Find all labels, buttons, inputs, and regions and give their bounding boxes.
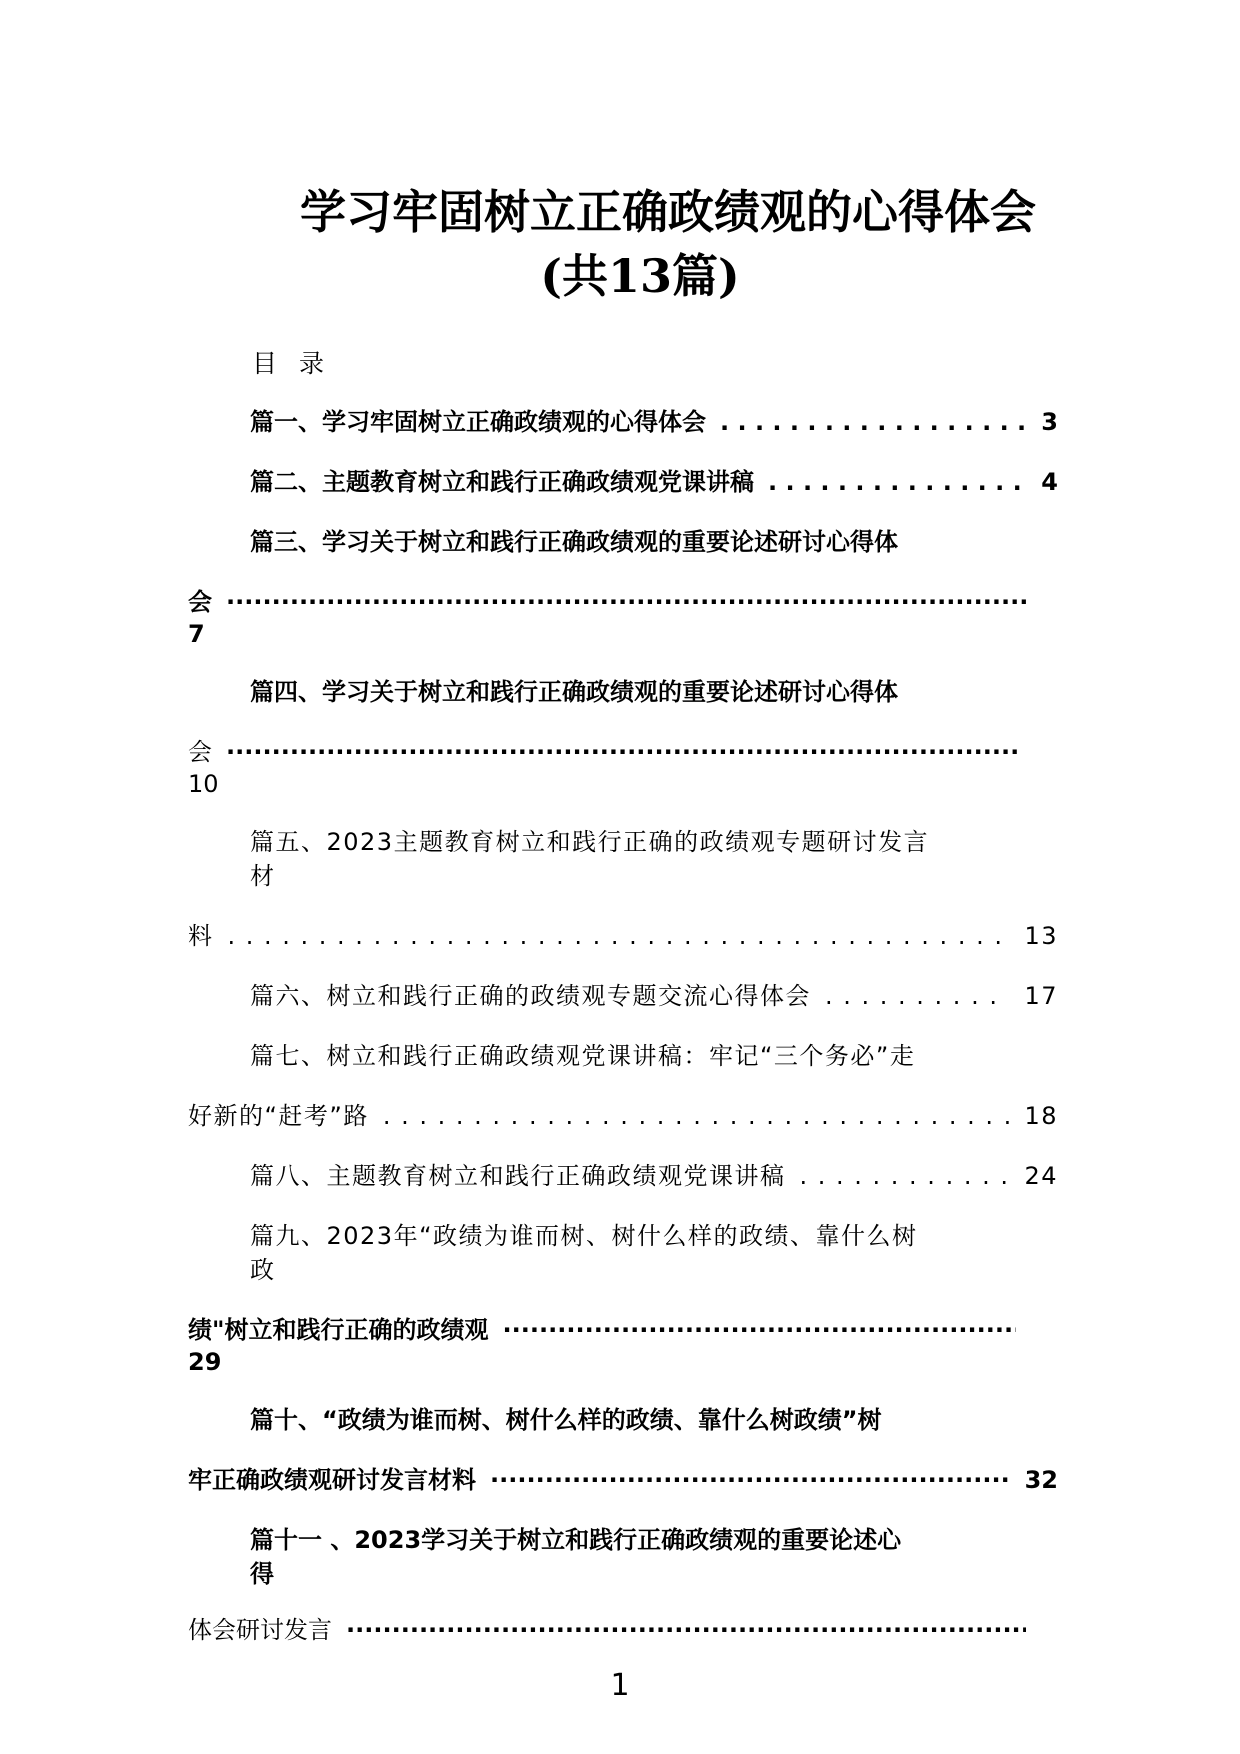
toc-page-number: 3 <box>1041 408 1058 436</box>
toc-page-number: 4 <box>1041 468 1058 496</box>
toc-leader <box>383 1100 1011 1132</box>
toc-leader <box>720 406 1027 438</box>
toc-entry-title: 会 <box>188 588 212 616</box>
toc-leader <box>768 466 1027 498</box>
toc-entry-10[interactable]: 篇十、“政绩为谁而树、树什么样的政绩、靠什么树政绩”树 <box>250 1406 882 1434</box>
toc-leader <box>226 736 1018 768</box>
toc-entry-title: 篇八、主题教育树立和践行正确政绩观党课讲稿 <box>250 1162 786 1190</box>
toc-entry-title: 会 <box>188 738 212 766</box>
toc-page-number: 29 <box>188 1348 222 1376</box>
toc-entry-9-wrap: 政 <box>250 1256 276 1284</box>
toc-leader <box>503 1314 1016 1346</box>
toc-entry-7[interactable]: 篇七、树立和践行正确政绩观党课讲稿：牢记“三个务必”走 <box>250 1042 916 1070</box>
toc-entry-title: 篇二、主题教育树立和践行正确政绩观党课讲稿 <box>250 468 754 496</box>
toc-entry-title: 好新的“赶考”路 <box>188 1102 369 1130</box>
toc-entry-9[interactable]: 篇九、2023年“政绩为谁而树、树什么样的政绩、靠什么树 <box>250 1222 918 1250</box>
toc-entry-4[interactable]: 篇四、学习关于树立和践行正确政绩观的重要论述研讨心得体 <box>250 678 898 706</box>
toc-leader <box>800 1160 1011 1192</box>
toc-entry-11-cont[interactable] <box>188 1614 1026 1646</box>
toc-leader <box>825 980 1010 1012</box>
toc-page-number: 17 <box>1024 982 1058 1010</box>
toc-entry-10-cont[interactable] <box>188 1464 1058 1496</box>
toc-entry-8[interactable] <box>250 1160 1058 1192</box>
toc-page-number: 24 <box>1024 1162 1058 1190</box>
toc-leader <box>228 920 1011 952</box>
toc-page-number: 7 <box>188 620 205 648</box>
toc-entry-6[interactable] <box>250 980 1058 1012</box>
toc-entry-title: 篇一、学习牢固树立正确政绩观的心得体会 <box>250 408 706 436</box>
page-number: 1 <box>610 1668 630 1703</box>
toc-leader <box>226 586 1026 618</box>
toc-heading: 目录 <box>252 349 347 378</box>
toc-entry-title: 牢正确政绩观研讨发言材料 <box>188 1466 476 1494</box>
document-subtitle: (共13篇) <box>540 249 740 303</box>
toc-entry-11-wrap: 得 <box>250 1560 274 1588</box>
toc-entry-title: 篇六、树立和践行正确的政绩观专题交流心得体会 <box>250 982 811 1010</box>
toc-entry-3-cont[interactable] <box>188 586 1026 618</box>
toc-entry-5-cont[interactable] <box>188 920 1058 952</box>
toc-entry-5[interactable]: 篇五、2023主题教育树立和践行正确的政绩观专题研讨发言 <box>250 828 930 856</box>
toc-entry-5-wrap: 材 <box>250 862 276 890</box>
toc-page-number: 32 <box>1024 1466 1058 1494</box>
document-title: 学习牢固树立正确政绩观的心得体会 <box>300 185 1036 239</box>
toc-entry-title: 料 <box>188 922 214 950</box>
toc-entry-title: 体会研讨发言 <box>188 1616 332 1644</box>
toc-entry-2[interactable] <box>250 466 1058 498</box>
toc-page-number: 10 <box>188 770 219 798</box>
toc-entry-4-cont[interactable] <box>188 736 1018 768</box>
toc-entry-7-cont[interactable] <box>188 1100 1058 1132</box>
toc-entry-1[interactable] <box>250 406 1058 438</box>
toc-page-number: 13 <box>1024 922 1058 950</box>
toc-entry-11[interactable]: 篇十一 、2023学习关于树立和践行正确政绩观的重要论述心 <box>250 1526 902 1554</box>
toc-entry-title: 绩"树立和践行正确的政绩观 <box>188 1316 489 1344</box>
toc-entry-3[interactable]: 篇三、学习关于树立和践行正确政绩观的重要论述研讨心得体 <box>250 528 898 556</box>
toc-entry-9-cont[interactable] <box>188 1314 1016 1346</box>
toc-leader <box>346 1614 1026 1646</box>
toc-page-number: 18 <box>1024 1102 1058 1130</box>
toc-leader <box>490 1464 1011 1496</box>
